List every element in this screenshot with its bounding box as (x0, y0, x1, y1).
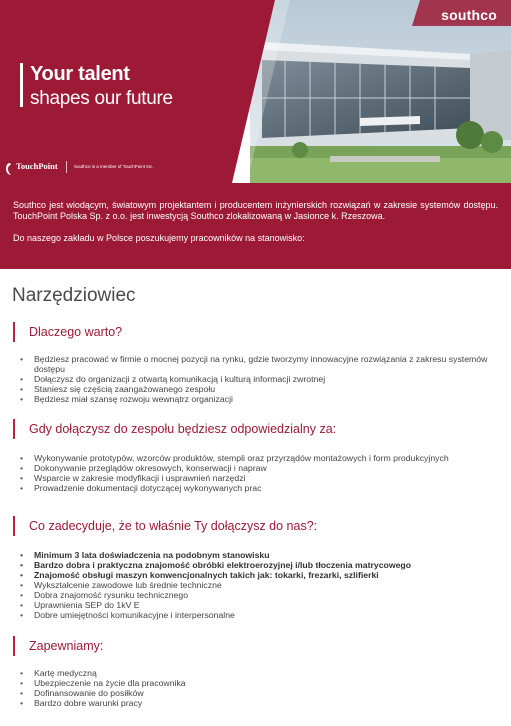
touchpoint-logo: TouchPoint (16, 161, 58, 171)
list-item: • Uprawnienia SEP do 1kV E (20, 600, 490, 610)
member-note: Southco is a member of TouchPoint Inc. (74, 164, 154, 169)
list-item: • Staniesz się częścią zaangażowanego zespołu (20, 384, 490, 394)
list-item: • Bardzo dobra i praktyczna znajomość obróbki elektroerozyjnej i/lub tłoczenia matrycowego (20, 560, 490, 570)
section-heading-responsibilities: Gdy dołączysz do zespołu będziesz odpowiedzialny za: (13, 419, 498, 439)
list-item: • Minimum 3 lata doświadczenia na podobnym stanowisku (20, 550, 490, 560)
header-banner (0, 0, 511, 183)
list-item: • Dołączysz do organizacji z otwartą komunikacją i kulturą informacji zwrotnej (20, 374, 490, 384)
list-item: • Prowadzenie dokumentacji dotyczącej wykonywanych prac (20, 483, 490, 493)
section-heading-offer: Zapewniamy: (13, 636, 498, 656)
southco-logo: southco (441, 7, 497, 23)
slogan-line-2: shapes our future (30, 88, 173, 109)
responsibilities-list (20, 453, 490, 493)
list-item: • Ubezpieczenie na życie dla pracownika (20, 678, 490, 688)
list-item: • Będziesz pracować w firmie o mocnej pozycji na rynku, gdzie tworzymy innowacyjne rozwiązania z zakresu systemów dostępu (20, 354, 490, 374)
list-item: • Kartę medyczną (20, 668, 490, 678)
list-item: • Wsparcie w zakresie modyfikacji i usprawnień narzędzi (20, 473, 490, 483)
intro-paragraph-2: Do naszego zakładu w Polsce poszukujemy pracowników na stanowisko: (13, 233, 305, 243)
requirements-list (20, 550, 490, 620)
section-heading-requirements: Co zadecyduje, że to właśnie Ty dołączysz do nas?: (13, 516, 498, 536)
intro-paragraph-1: Southco jest wiodącym, światowym projektantem i producentem inżynierskich rozwiązań w zakresie systemów dostępu. TouchPoint Polska Sp. z o.o. jest inwestycją Southco zlokalizowaną w Jasionce k. Rzeszowa. (13, 200, 498, 221)
list-item: • Dobre umiejętności komunikacyjne i interpersonalne (20, 610, 490, 620)
list-item: • Wykształcenie zawodowe lub średnie techniczne (20, 580, 490, 590)
logo-divider (66, 161, 67, 173)
list-item: • Znajomość obsługi maszyn konwencjonalnych takich jak: tokarki, frezarki, szlifierki (20, 570, 490, 580)
company-intro (0, 183, 511, 269)
slogan-line-1: Your talent (30, 63, 130, 85)
touchpoint-icon (5, 162, 15, 176)
list-item: • Będziesz miał szansę rozwoju wewnątrz organizacji (20, 394, 490, 404)
list-item: • Dofinansowanie do posiłków (20, 688, 490, 698)
list-item: • Bardzo dobre warunki pracy (20, 698, 490, 708)
list-item: • Dokonywanie przeglądów okresowych, konserwacji i napraw (20, 463, 490, 473)
slogan-accent-bar (20, 63, 23, 107)
benefits-list (20, 354, 490, 404)
list-item: • Wykonywanie prototypów, wzorców produktów, stempli oraz przyrządów montażowych i form produkcyjnych (20, 453, 490, 463)
list-item: • Dobra znajomość rysunku technicznego (20, 590, 490, 600)
section-heading-why: Dlaczego warto? (13, 322, 498, 342)
offer-list (20, 668, 490, 708)
job-title: Narzędziowiec (12, 285, 136, 306)
